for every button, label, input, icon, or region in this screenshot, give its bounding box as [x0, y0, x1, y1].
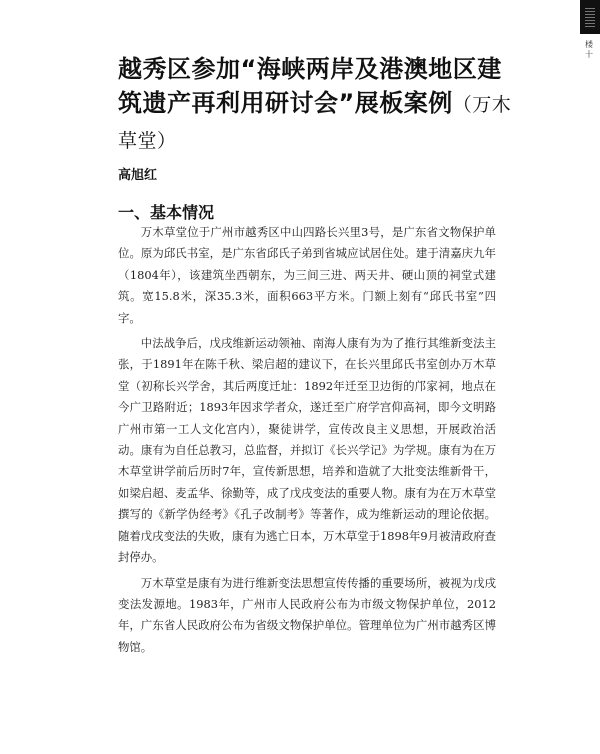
author-name: 高旭红: [118, 168, 158, 183]
side-margin-label: 楼十: [585, 40, 593, 59]
article-title: [118, 52, 513, 158]
paragraph: 万木草堂是康有为进行维新变法思想宣传传播的重要场所，被视为戊戌变法发源地。1983年，广州市人民政府公布为市级文物保护单位，2012年，广东省人民政府公布为省级文物保护单位。管理单位为广州市越秀区博物馆。: [118, 575, 496, 654]
section-heading: 一、基本情况: [118, 203, 215, 222]
article-title-note: （万木草堂）: [118, 94, 512, 152]
article-body: [118, 222, 496, 662]
paragraph: 中法战争后，戊戌维新运动领袖、南海人康有为为了推行其维新变法主张，于1891年在陈千秋、梁启超的建议下，在长兴里邱氏书室创办万木草堂（初称长兴学舍，其后两度迁址：1892年迁至卫边街的邝家祠，地点在今广卫路附近；1893年因求学者众，遂迁至广府学宫仰高祠，即今文明路广州市第一工人文化宫内），聚徒讲学，宣传改良主义思想，开展政治活动。康有为自任总教习，总监督，并拟订《长兴学记》为学规。康有为在万木草堂讲学前后历时7年，宣传新思想，培养和造就了大批变法维新骨干，如梁启超、麦孟华、徐勤等，成了戊戌变法的重要人物。康有为在万木草堂撰写的《新学伪经考》《孔子改制考》等著作，成为维新运动的理论依据。随着戊戌变法的失败，康有为逃亡日本，万木草堂于1898年9月被清政府查封停办。: [118, 336, 496, 565]
page-corner-tab-mark: [580, 0, 600, 34]
paragraph: 万木草堂位于广州市越秀区中山四路长兴里3号，是广东省文物保护单位。原为邱氏书室，是广东省邱氏子弟到省城应试居住处。建于清嘉庆九年（1804年），该建筑坐西朝东，为三间三进、两天井、硬山顶的祠堂式建筑。宽15.8米，深35.3米，面积663平方米。门额上刻有“邱氏书室”四字。: [118, 225, 496, 325]
article-title-main: 越秀区参加“海峡两岸及港澳地区建筑遗产再利用研讨会”展板案例: [118, 55, 502, 117]
